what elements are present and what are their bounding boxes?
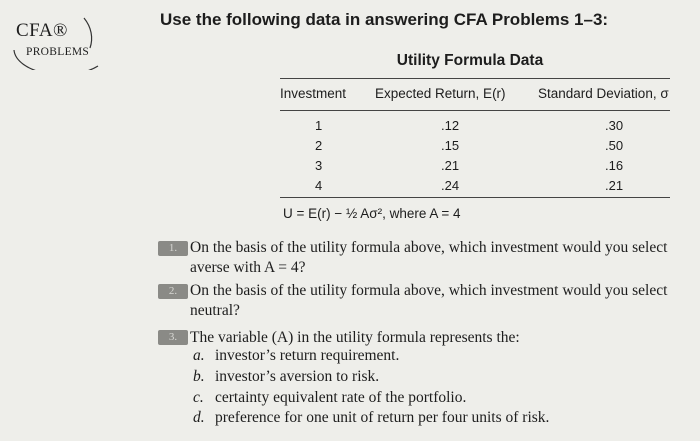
logo-subtitle: PROBLEMS [26, 46, 90, 58]
option-text: investor’s return requirement. [215, 347, 400, 364]
cell-investment: 4 [315, 178, 323, 193]
question-1 [190, 238, 695, 278]
table-row [0, 158, 700, 178]
cell-investment: 1 [315, 118, 323, 133]
table-row [0, 138, 700, 158]
option-letter: a. [193, 347, 205, 364]
question-line: neutral? [190, 302, 240, 319]
cell-standard-deviation: .21 [605, 178, 624, 193]
table-row [0, 118, 700, 138]
cell-expected-return: .21 [441, 158, 460, 173]
option-text: investor’s aversion to risk. [215, 368, 380, 385]
cfa-problems-logo [12, 14, 122, 70]
problem-set-heading: Use the following data in answering CFA Problems 1–3: [160, 10, 609, 29]
option-letter: c. [193, 389, 204, 406]
cell-expected-return: .12 [441, 118, 460, 133]
question-3 [190, 328, 695, 348]
cell-standard-deviation: .16 [605, 158, 624, 173]
table-row [0, 178, 700, 198]
table-header-rule [280, 110, 670, 111]
option-letter: b. [193, 368, 205, 385]
cell-standard-deviation: .30 [605, 118, 624, 133]
cell-investment: 3 [315, 158, 323, 173]
question-2 [190, 281, 695, 321]
answer-option-b [193, 367, 379, 386]
answer-option-c [193, 388, 466, 407]
option-letter: d. [193, 409, 205, 426]
cell-expected-return: .24 [441, 178, 460, 193]
table-title: Utility Formula Data [396, 52, 544, 69]
logo-brand: CFA® [16, 20, 68, 41]
question-line: On the basis of the utility formula above, which investment would you select [190, 282, 668, 299]
question-number-badge: 2. [158, 284, 188, 299]
answer-option-d [193, 408, 549, 427]
cell-investment: 2 [315, 138, 323, 153]
utility-formula: U = E(r) − ½ Aσ², where A = 4 [283, 206, 461, 221]
table-bottom-rule [280, 197, 670, 198]
question-number-badge: 1. [158, 241, 188, 256]
header-standard-deviation: Standard Deviation, σ [538, 86, 669, 101]
question-number-badge: 3. [158, 330, 188, 345]
cell-expected-return: .15 [441, 138, 460, 153]
option-text: preference for one unit of return per four units of risk. [215, 409, 550, 426]
answer-option-a [193, 346, 399, 365]
header-investment: Investment [280, 86, 347, 101]
table-top-rule [280, 78, 670, 79]
question-line: averse with A = 4? [190, 259, 306, 276]
question-line: The variable (A) in the utility formula represents the: [190, 329, 520, 346]
question-line: On the basis of the utility formula above, which investment would you select [190, 239, 668, 256]
header-expected-return: Expected Return, E(r) [375, 86, 506, 101]
option-text: certainty equivalent rate of the portfolio. [215, 389, 467, 406]
cell-standard-deviation: .50 [605, 138, 624, 153]
